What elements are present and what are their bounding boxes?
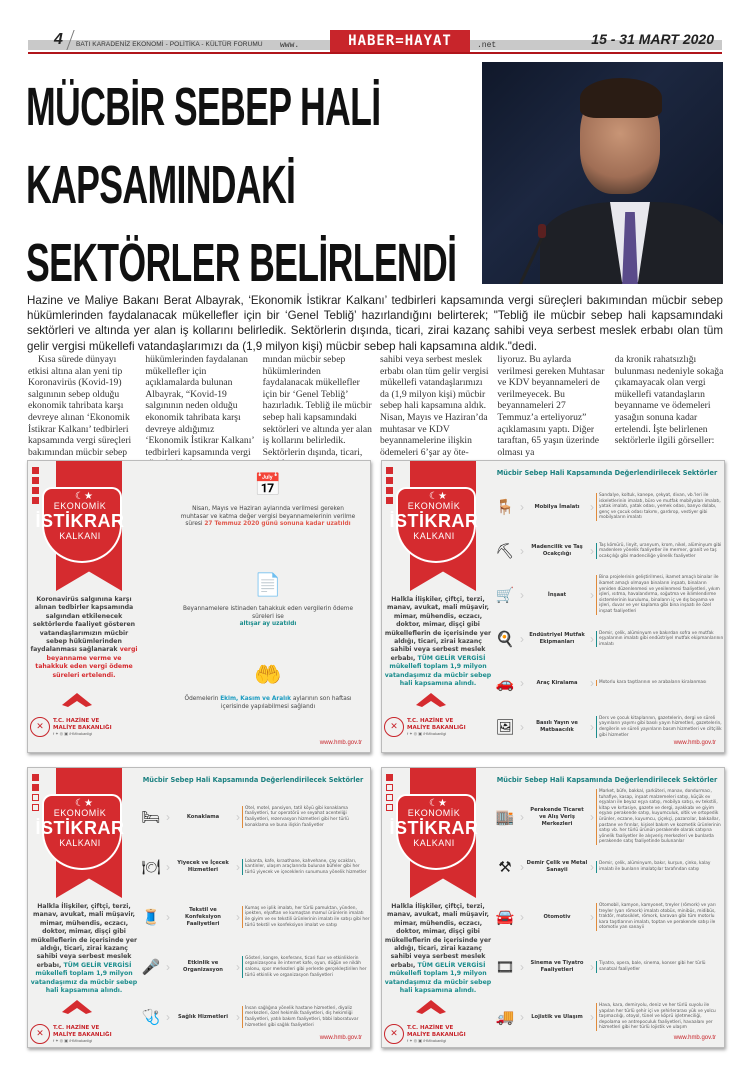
ministry-logo (30, 717, 112, 737)
item-highlight: altışar ay uzatıldı (239, 621, 297, 628)
ministry-name: MALİYE BAKANLIĞI (407, 724, 466, 731)
chevron-right-icon: › (520, 588, 524, 602)
badge-line: KALKANI (59, 838, 101, 848)
ministry-website-link[interactable]: www.hmb.gov.tr (319, 740, 362, 746)
car-key-icon: 🚗 (495, 675, 515, 692)
doctor-icon: 🩺 (141, 1009, 161, 1026)
column-text: mından mücbir sebep hükümlerinden faydalanacak mükellefler için bir ‘Genel Tebliğ’ hazırladık. Tebliğ ile mücbir sebep hali kapsamındaki sektörleri ve altında yer alan iş kollarını belirledik. Sektörlerin dışında, ticari, (262, 354, 372, 458)
sector-row (138, 942, 370, 992)
ministry-name: MALİYE BAKANLIĞI (53, 724, 112, 731)
forum-tagline: BATI KARADENİZ EKONOMİ - POLİTİKA - KÜLTÜR FORUMU (76, 41, 263, 48)
ministry-website-link[interactable]: www.hmb.gov.tr (319, 1035, 362, 1041)
crescent-star-icon: ☾★ (75, 491, 93, 502)
chevron-right-icon: › (520, 500, 524, 514)
sector-description: Kumaş ve iplik imalatı, her türlü pamuktan, yünden, ipekten, elyaftan ve kumaştan mamul ürünlerin imalatı ile giyim ve ev tekstili ürünlerinin imalatı ile satışı gibi her türlü tekstil ve konfeksiyon imalat ve satışı (242, 906, 370, 928)
chevron-up-icon (416, 693, 446, 713)
headline (26, 68, 475, 302)
bed-icon: 🛏 (141, 809, 161, 826)
sector-row (492, 617, 724, 661)
chevron-right-icon: › (590, 720, 594, 734)
ministry-name: T.C. HAZİNE VE (407, 1025, 454, 1031)
chevron-right-icon: › (590, 1010, 594, 1024)
badge-line: EKONOMİK (407, 501, 461, 511)
infographic-panel-sectors-2 (27, 767, 371, 1048)
chevron-right-icon: › (520, 860, 524, 874)
sector-name: İnşaat (547, 591, 567, 598)
sector-row (492, 789, 724, 845)
article-column (615, 354, 724, 470)
ministry-seal-icon: ✕ (384, 1024, 404, 1044)
sector-row (492, 573, 724, 617)
sector-row (492, 942, 724, 992)
store-icon: 🏬 (495, 809, 515, 826)
ministry-logo (30, 1024, 112, 1044)
ministry-seal-icon: ✕ (30, 1024, 50, 1044)
deadline-item (178, 661, 358, 711)
chevron-right-icon: › (166, 860, 170, 874)
deadline-item (178, 471, 358, 529)
headline-line: KAPSAMINDAKİ (26, 155, 296, 215)
chevron-right-icon: › (590, 810, 594, 824)
print-icon: 🖼 (495, 719, 515, 736)
sector-name: Madencilik ve Taş Ocakçılığı (531, 544, 583, 557)
sector-description: Ders ve çocuk kitaplarının, gazetelerin, dergi ve süreli yayınların yayımı gibi basılı yayın hizmetleri, gazetelerin, dergilerin ve süreli yayınların basım hizmetleri ve ciltçilik gibi hizmetler (596, 716, 724, 738)
summary-tail: mükellefi toplam 1,9 milyon vatandaşımız da mücbir sebep hali kapsamına alındı. (384, 663, 492, 688)
crescent-star-icon: ☾★ (429, 491, 447, 502)
article-column (28, 354, 137, 470)
chevron-right-icon: › (520, 810, 524, 824)
sector-description: Gösteri, kongre, konferans, ticari fuar ve etkinliklerin organizasyonu ile internet kafe, oyun, düğün ve nikâh salonu, spor merkezleri gibi yerlerde gerçekleştirilen her türlü etkinlik ve organizasyon faaliyetleri (242, 956, 370, 978)
wheelbarrow-icon: 🛒 (495, 587, 515, 604)
minister-photo (482, 62, 723, 284)
badge-line: İSTİKRAR (35, 511, 125, 531)
sector-description: Demir, çelik, alüminyum ve bakırdan sofra ve mutfak eşyalarının imalatı gibi endüstriyel mutfak ekipmanlarının imalatı (596, 631, 724, 648)
chevron-right-icon: › (590, 910, 594, 924)
ministry-logo (384, 1024, 466, 1044)
sector-name: Lojistik ve Ulaşım (531, 1013, 583, 1020)
item-text: Ödemelerin (184, 696, 219, 702)
sector-list (492, 485, 724, 749)
chair-icon: 🪑 (495, 499, 515, 516)
net-suffix: .net (477, 41, 497, 50)
panel-summary (384, 596, 492, 688)
economic-shield-badge (388, 501, 480, 541)
article-column (497, 354, 606, 470)
chevron-right-icon: › (236, 860, 240, 874)
chevron-right-icon: › (236, 810, 240, 824)
sector-row (138, 842, 370, 892)
summary-text: Halkla İlişkiler, çiftçi, terzi, manav, avukat, mali müşavir, mimar, mühendis, eczacı, doktor, mimar, dişçi gibi mükelleflerin de içerisinde yer aldığı, ticari, zirai kazanç sahibi veya serbest meslek erbabı, (384, 596, 492, 662)
chevron-right-icon: › (590, 544, 594, 558)
crescent-star-icon: ☾★ (75, 798, 93, 809)
sector-name: Demir Çelik ve Metal Sanayii (526, 860, 588, 873)
ministry-website-link[interactable]: www.hmb.gov.tr (673, 1035, 716, 1041)
summary-tail: mükellefi toplam 1,9 milyon vatandaşımız da mücbir sebep hali kapsamına alındı. (30, 970, 138, 995)
lead-paragraph: Hazine ve Maliye Bakanı Berat Albayrak, ‘Ekonomik İstikrar Kalkanı’ tedbirleri kapsamında vergi süreçleri bakımından mücbir sebep hükümlerinden faydalanacak mükellefler için bir ‘Genel Tebliğ’ hazırlandığını belirterek; "Tebliğ ile mücbir sebep hali kapsamındaki sektörleri ve altında yer alan iş kollarını belirledik. Sektörlerin dışında, ticari, zirai kazanç sahibi veya serbest meslek erbabı olan tüm gelir vergisi mükellefi vatandaşlarımızı da (1,9 milyon kişi) mücbir sebep hali kapsamına aldık."dedi. (27, 294, 723, 353)
social-handles: f ✦ ◎ ▣ /HMbakanligi (407, 1038, 447, 1043)
article-column (263, 354, 372, 470)
chevron-right-icon: › (520, 632, 524, 646)
badge-line: KALKANI (59, 531, 101, 541)
sectors-title: Mücbir Sebep Hali Kapsamında Değerlendirilecek Sektörler (496, 776, 718, 784)
item-text: Beyannamelere istinaden tahakkuk eden vergilerin ödeme süreleri ise (182, 606, 354, 620)
sector-description: Demir, çelik, alüminyum, bakır, kurşun, çinko, kalay imalatı ile bunların imalatçılar tarafından satışı (596, 861, 724, 872)
ministry-name: T.C. HAZİNE VE (407, 718, 454, 724)
sector-name: Araç Kiralama (536, 679, 578, 686)
chevron-right-icon: › (520, 676, 524, 690)
ministry-website-link[interactable]: www.hmb.gov.tr (673, 740, 716, 746)
panel-summary (30, 596, 138, 680)
film-reel-icon: 🎞 (495, 959, 515, 976)
sector-name: Konaklama (186, 813, 220, 820)
sector-name: Otomotiv (543, 913, 571, 920)
sector-name: Perakende Ticaret ve Alış Veriş Merkezleri (530, 806, 584, 827)
chevron-right-icon: › (236, 910, 240, 924)
chevron-right-icon: › (166, 910, 170, 924)
badge-line: İSTİKRAR (389, 818, 479, 838)
sector-row (492, 485, 724, 529)
chevron-up-icon (62, 693, 92, 713)
ministry-name: MALİYE BAKANLIĞI (53, 1031, 112, 1038)
microphone-icon (538, 224, 546, 238)
badge-line: İSTİKRAR (35, 818, 125, 838)
sector-description: Bina projelerinin geliştirilmesi, ikamet amaçlı binalar ile ikamet amaçlı olmayan binaların inşaatı, binaların yeniden düzenlenmesi ve yenilenmesi faaliyetleri, yıkım işleri, ısıtma, havalandırma, soğutma ve iklimlendirme sistemlerinin kurulumu, binaların iç ve dış boyama ve işleri, duvar ve yer kaplama gibi bina inşaatı ile özel inşaat faaliyetleri (596, 575, 724, 614)
summary-highlight: TÜM GELİR VERGİSİ (417, 961, 486, 969)
summary-highlight: vergi beyanname verme ve tahakkuk eden vergi ödeme süreleri ertelendi. (35, 646, 138, 679)
chevron-right-icon: › (520, 960, 524, 974)
badge-line: KALKANI (413, 531, 455, 541)
ministry-name: T.C. HAZİNE VE (53, 718, 100, 724)
badge-line: EKONOMİK (53, 808, 107, 818)
sector-list (492, 789, 724, 1042)
sector-description: Market, büfe, bakkal, şarküteri, manav, dondurmacı, tuhafiye, kasap, inşaat malzemeleri satışı, küçük ev eşyaları ile beyaz eşya satışı, mobilya satışı, ev tekstili, kitap ve kırtasiye, gazete ve dergi, ayakkabı ve giyim eşyası perakende satışı, kuyumculuk, oltik ve ortopedik ürünler, eczane, kuyumcu, çiçekçi, pazarcılar, bakkallar, pastane ve fırınlar, kişisel bakım ve kozmetik ürünlerinin satışı vb. her türlü ürünün perakende olarak satışına yönelik faaliyetler ile alışveriş merkezleri ve bunlarda perakende satış faaliyetinde bulunanlar (596, 789, 724, 845)
foundry-icon: ⚒ (498, 859, 512, 876)
chevron-right-icon: › (236, 1010, 240, 1024)
chevron-right-icon: › (520, 1010, 524, 1024)
plate-icon: 🍽 (141, 859, 161, 876)
chevron-right-icon: › (166, 960, 170, 974)
chevron-up-icon (416, 1000, 446, 1020)
sector-row (492, 842, 724, 892)
column-text: da kronik rahatsızlığı bulunması nedeniyle sokağa çıkamayacak olan vergi mükellefi vatandaşların beyanname ve ödemeleri yasağın sonuna kadar ertelendi. İşte belirlenen sektörlerle ilgili görseller: (614, 354, 724, 447)
chevron-right-icon: › (590, 960, 594, 974)
sector-description: Tiyatro, opera, bale, sinema, konser gibi her türlü sanatsal faaliyetler (596, 961, 724, 972)
sectors-title: Mücbir Sebep Hali Kapsamında Değerlendirilecek Sektörler (142, 776, 364, 784)
column-text: Kısa sürede dünyayı etkisi altına alan yeni tip Koronavirüs (Kovid-19) salgınının sebep olduğu ekonomik tahribata karşı devreye alınan ‘Ekonomik İstikrar Kalkanı’ tedbirleri kapsamında vergi süreçleri bakımından mücbir sebep (28, 354, 132, 458)
column-text: sahibi veya serbest meslek erbabı olan tüm gelir vergisi mükellefi vatandaşlarımızı da (1,9 milyon kişi) mücbir sebep hali kapsamına aldık. Nisan, Mayıs ve Haziran’da muhtasar ve KDV beyannamelerine ilişkin ödemeleri 6’şar ay öte- (379, 354, 489, 458)
calendar-icon: 📅 (254, 473, 282, 498)
kitchen-icon: 🍳 (495, 631, 515, 648)
chevron-right-icon: › (590, 676, 594, 690)
chevron-right-icon: › (590, 500, 594, 514)
pickaxe-icon: ⛏ (495, 543, 515, 560)
page-number: 4 (54, 31, 63, 48)
sectors-title: Mücbir Sebep Hali Kapsamında Değerlendirilecek Sektörler (496, 469, 718, 477)
sector-description: İnsan sağlığına yönelik hastane hizmetleri, diyaliz merkezleri, özel hekimlik faaliyetleri, diş hekimliği faaliyetleri, yatılı bakım faaliyetleri, tıbbi laboratuvar hizmetleri gibi sağlık faaliyetleri (242, 1006, 370, 1028)
sector-name: Endüstriyel Mutfak Ekipmanları (529, 632, 585, 645)
sector-description: Hava, kara, demiryolu, deniz ve her türlü suyolu ile yapılan her türlü şehir içi ve şehirlerarası yük ve yolcu taşımacılığı, otoyol, tünel ve köprü işletmeciliği, depolama ve antrepoculuk faaliyetleri, havaalanı yer hizmetleri gibi her türlü lojistik ve ulaşım (596, 1003, 724, 1031)
sector-description: Taş kömürü, linyit, uranyum, krom, nikel, alüminyum gibi madenlere yönelik faaliyetler ile mermer, granit ve taş ocakçılığı gibi madenciliğe yönelik faaliyetler (596, 543, 724, 560)
chevron-right-icon: › (520, 544, 524, 558)
article-column (145, 354, 254, 470)
truck-icon: 🚚 (495, 1009, 515, 1026)
chevron-right-icon: › (590, 860, 594, 874)
document-icon: 📄 (254, 573, 282, 598)
masthead (28, 30, 722, 52)
column-text: liyoruz. Bu aylarda verilmesi gereken Muhtasar ve KDV beyannameleri de verilmeyecek. Bu beyannameleri 27 Temmuz’a erteliyoruz” açıklamasını yaptı. Diğer taraftan, 65 yaşın üzerinde olması ya (497, 354, 605, 458)
economic-shield-badge (34, 501, 126, 541)
summary-text: Halkla İlişkiler, çiftçi, terzi, manav, avukat, mali müşavir, mimar, mühendis, eczacı, doktor, mimar, dişçi gibi mükelleflerin de içerisinde yer aldığı, ticari, zirai kazanç sahibi veya serbest meslek erbabı, (384, 903, 492, 969)
column-text: hükümlerinden faydalanan mükellefler için açıklamalarda bulunan Albayrak, “Kovid-19 salgınının neden olduğu ekonomik tahribata karşı devreye aldığımız ‘Ekonomik İstikrar Kalkanı’ tedbirleri kapsamında vergi (145, 354, 254, 458)
ministry-seal-icon: ✕ (384, 717, 404, 737)
badge-line: İSTİKRAR (389, 511, 479, 531)
car-icon: 🚘 (495, 909, 515, 926)
sector-row (492, 529, 724, 573)
newspaper-logo[interactable]: HABER=HAYAT (330, 30, 470, 52)
chevron-right-icon: › (520, 910, 524, 924)
item-text: Nisan, Mayıs ve Haziran aylarında verilmesi gereken muhtasar ve katma değer vergisi beyannamelerinin verilme süresi (180, 506, 356, 528)
item-highlight: 27 Temmuz 2020 günü sonuna kadar uzatıldı (204, 521, 351, 528)
summary-highlight: TÜM GELİR VERGİSİ (417, 654, 486, 662)
summary-text: Koronavirüs salgınına karşı alınan tedbirler kapsamında salgından etkilenecek sektörlerde faaliyet gösteren vatandaşlarımızın mücbir sebep hükümlerinden faydalanması sağlanarak (30, 596, 136, 654)
panel-summary (384, 903, 492, 995)
infographic-panel-sectors-3 (381, 767, 725, 1048)
photo-hair (580, 78, 662, 118)
panel-summary (30, 903, 138, 995)
economic-shield-badge (388, 808, 480, 848)
sector-name: Basılı Yayın ve Matbaacılık (536, 720, 578, 733)
chevron-right-icon: › (520, 720, 524, 734)
sector-name: Sinema ve Tiyatro Faaliyetleri (530, 960, 584, 973)
infographic-panel-sectors-1 (381, 460, 725, 753)
social-handles: f ✦ ◎ ▣ /HMbakanligi (53, 731, 93, 736)
issue-date: 15 - 31 MART 2020 (591, 31, 714, 47)
sector-name: Etkinlik ve Organizasyon (183, 960, 223, 973)
crescent-star-icon: ☾★ (429, 798, 447, 809)
ministry-name: MALİYE BAKANLIĞI (407, 1031, 466, 1038)
sector-row (138, 792, 370, 842)
ministry-seal-icon: ✕ (30, 717, 50, 737)
headline-line: SEKTÖRLER BELİRLENDİ (26, 233, 457, 293)
badge-line: EKONOMİK (53, 501, 107, 511)
item-highlight: Ekim, Kasım ve Aralık (220, 696, 291, 702)
sector-description: Motorlu kara taşıtlarının ve arabaların kiralanması (596, 680, 724, 686)
sector-name: Sağlık Hizmetleri (178, 1013, 228, 1020)
masthead-rule (28, 52, 722, 54)
chevron-right-icon: › (166, 810, 170, 824)
badge-line: KALKANI (413, 838, 455, 848)
chevron-right-icon: › (590, 588, 594, 602)
microphone-icon: 🎤 (141, 959, 161, 976)
sector-description: Sandalye, koltuk, kanepe, çekyat, divan, vb.'leri ile iskeletlerinin imalatı, büro ve mutfak mobilyaları imalatı, yatak imalatı, yatak odası, yemek odası, banyo dolabı, genç ve çocuk odası takımı, gardırop, vestiyer gibi mobilyaların imalatı (596, 493, 724, 521)
sector-description: Otel, motel, pansiyon, tatil köyü gibi konaklama faaliyetleri, tur operatörü ve seyahat acenteliği faaliyetleri, rezervasyon hizmetleri gibi her türlü konaklama ve buna ilişkin faaliyetler (242, 806, 370, 828)
payment-icon: 🤲 (254, 663, 282, 688)
headline-line: MÜCBİR SEBEP HALİ (26, 77, 381, 137)
sector-row (492, 661, 724, 705)
summary-tail: mükellefi toplam 1,9 milyon vatandaşımız da mücbir sebep hali kapsamına alındı. (384, 970, 492, 995)
sector-description: Lokanta, kafe, kıraathane, kahvehane, çay ocakları, kantinler, ulaşım araçlarında bulunan büfeler gibi her türlü yiyecek ve içeceklerin sunumuna yönelik hizmetler (242, 859, 370, 876)
www-prefix: www. (280, 41, 300, 50)
infographic-panel-deadlines (27, 460, 371, 753)
chevron-right-icon: › (166, 1010, 170, 1024)
social-handles: f ✦ ◎ ▣ /HMbakanligi (53, 1038, 93, 1043)
sector-list (138, 792, 370, 1042)
chevron-up-icon (62, 1000, 92, 1020)
badge-line: EKONOMİK (407, 808, 461, 818)
sector-row (138, 892, 370, 942)
ministry-name: T.C. HAZİNE VE (53, 1025, 100, 1031)
sector-name: Mobilya İmalatı (534, 503, 580, 510)
summary-text: Halkla İlişkiler, çiftçi, terzi, manav, avukat, mali müşavir, mimar, mühendis, eczacı, doktor, mimar, dişçi gibi mükelleflerin de içerisinde yer aldığı, ticari, zirai kazanç sahibi veya serbest meslek erbabı, (30, 903, 138, 969)
sector-name: Yiyecek ve İçecek Hizmetleri (177, 860, 229, 873)
sector-row (492, 892, 724, 942)
sector-description: Otomobil, kamyon, kamyonet, treyler (römork) ve yarı treyler (yarı römork) imalatı otobüs, minibüs, midibüs, traktör, motosiklet, römork, karavan gibi tüm motorlu kara taşıtlarının imalatı, toptan ve perakende satışı ile otomotiv yan sanayii (596, 903, 724, 931)
economic-shield-badge (34, 808, 126, 848)
ministry-logo (384, 717, 466, 737)
chevron-right-icon: › (236, 960, 240, 974)
sector-name: Tekstil ve Konfeksiyon Faaliyetleri (185, 906, 221, 927)
summary-highlight: TÜM GELİR VERGİSİ (63, 961, 132, 969)
thread-icon: 🧵 (141, 909, 161, 926)
deadline-item (178, 571, 358, 629)
item-text: aylarının son haftası içerisinde yapılabilmesi sağlandı (220, 696, 352, 710)
social-handles: f ✦ ◎ ▣ /HMbakanligi (407, 731, 447, 736)
chevron-right-icon: › (590, 632, 594, 646)
article-columns (28, 354, 724, 470)
article-column (380, 354, 489, 470)
